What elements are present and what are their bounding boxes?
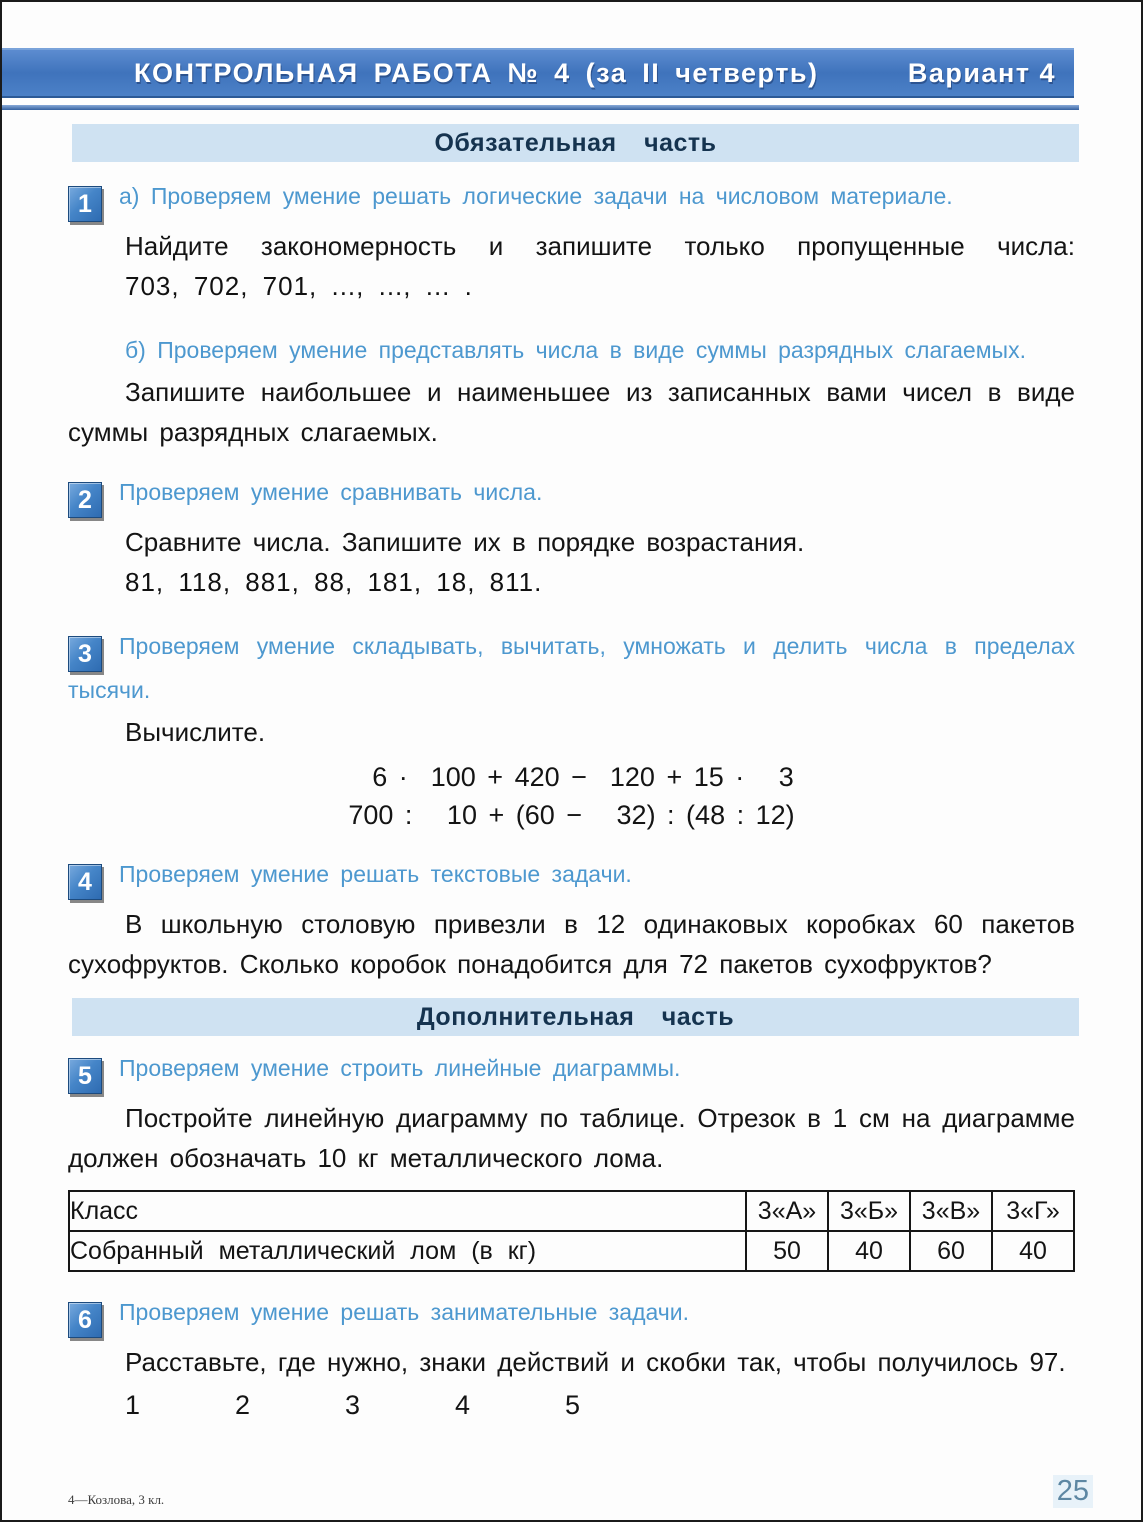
header-rule bbox=[2, 105, 1079, 110]
section-band-additional bbox=[72, 998, 1079, 1036]
header-band bbox=[2, 48, 1074, 98]
task-5 bbox=[68, 1050, 1075, 1272]
task-3-number-badge: 3 bbox=[68, 636, 102, 672]
task-4-number-badge: 4 bbox=[68, 864, 102, 900]
task-5-skill: Проверяем умение строить линейные диаграммы. bbox=[119, 1055, 681, 1081]
task-4-skill: Проверяем умение решать текстовые задачи. bbox=[119, 861, 632, 887]
table-row-label: Собранный металлический лом (в кг) bbox=[69, 1231, 746, 1271]
task-6-skill: Проверяем умение решать занимательные задачи. bbox=[119, 1299, 690, 1325]
task-6-head bbox=[68, 1294, 1075, 1338]
table-value-3a: 50 bbox=[746, 1231, 828, 1271]
table-col-3b: 3«Б» bbox=[828, 1191, 910, 1231]
task-2-numbers: 81, 118, 881, 88, 181, 18, 811. bbox=[125, 567, 543, 597]
page-footer bbox=[68, 1475, 1093, 1508]
worksheet-content bbox=[2, 178, 1141, 984]
task-2-text: Сравните числа. Запишите их в порядке возрастания. bbox=[125, 527, 805, 557]
task-5-text: Постройте линейную диаграмму по таблице. Отрезок в 1 см на диаграмме должен обозначать 10 кг металлического лома. bbox=[68, 1103, 1075, 1173]
scrap-metal-table bbox=[68, 1190, 1075, 1272]
section-title-additional: Дополнительная часть bbox=[416, 1002, 735, 1031]
table-header-row bbox=[69, 1191, 1074, 1231]
section-band-required bbox=[72, 124, 1079, 162]
task-6-digits-row bbox=[68, 1384, 1075, 1426]
imprint-note: 4—Козлова, 3 кл. bbox=[68, 1492, 165, 1507]
task-5-number-badge: 5 bbox=[68, 1058, 102, 1094]
equation-line-1: 6 · 100 + 420 − 120 + 15 · 3 bbox=[349, 762, 794, 792]
page-number: 25 bbox=[1053, 1475, 1093, 1508]
digit-5: 5 bbox=[565, 1390, 581, 1420]
task-4-text: В школьную столовую привезли в 12 одинаковых коробках 60 пакетов сухофруктов. Сколько коробок понадобится для 72 пакетов сухофруктов? bbox=[68, 909, 1075, 979]
variant-label: Вариант 4 bbox=[907, 57, 1056, 88]
equation-line-2: 700 : 10 + (60 − 32) : (48 : 12) bbox=[348, 800, 795, 830]
task-4-head bbox=[68, 856, 1075, 900]
digit-3: 3 bbox=[345, 1390, 361, 1420]
table-value-3b: 40 bbox=[828, 1231, 910, 1271]
table-col-3a: 3«А» bbox=[746, 1191, 828, 1231]
table-col-3v: 3«В» bbox=[910, 1191, 992, 1231]
table-value-3g: 40 bbox=[992, 1231, 1074, 1271]
task-2-head bbox=[68, 474, 1075, 518]
task-2-number-badge: 2 bbox=[68, 482, 102, 518]
task-2-skill: Проверяем умение сравнивать числа. bbox=[119, 479, 543, 505]
task-1 bbox=[68, 178, 1075, 452]
task-1-text-a: Найдите закономерность и запишите только пропущенные числа: bbox=[125, 231, 1075, 261]
table-corner-cell: Класс bbox=[69, 1191, 746, 1231]
task-3-equations bbox=[68, 758, 1075, 834]
digit-1: 1 bbox=[125, 1390, 141, 1420]
task-3 bbox=[68, 628, 1075, 834]
task-6-number-badge: 6 bbox=[68, 1302, 102, 1338]
task-2 bbox=[68, 474, 1075, 602]
task-1-head bbox=[68, 178, 1075, 222]
table-data-row bbox=[69, 1231, 1074, 1271]
table-col-3g: 3«Г» bbox=[992, 1191, 1074, 1231]
task-5-head bbox=[68, 1050, 1075, 1094]
task-3-text: Вычислите. bbox=[125, 717, 266, 747]
section-title-required: Обязательная часть bbox=[434, 128, 717, 157]
task-1-text-b: Запишите наибольшее и наименьшее из записанных вами чисел в виде суммы разрядных слагаемых. bbox=[68, 377, 1075, 447]
worksheet-content-additional bbox=[2, 1050, 1141, 1426]
page-title: КОНТРОЛЬНАЯ РАБОТА № 4 (за II четверть) bbox=[134, 57, 819, 88]
task-3-skill: Проверяем умение складывать, вычитать, умножать и делить числа в пределах тысячи. bbox=[68, 633, 1075, 703]
task-1-sequence: 703, 702, 701, ..., ..., ... . bbox=[125, 271, 473, 301]
task-4 bbox=[68, 856, 1075, 984]
task-6 bbox=[68, 1294, 1075, 1426]
task-1-skill-b: б) Проверяем умение представлять числа в виде суммы разрядных слагаемых. bbox=[125, 337, 1026, 363]
task-3-head bbox=[68, 628, 1075, 708]
table-value-3v: 60 bbox=[910, 1231, 992, 1271]
digit-2: 2 bbox=[235, 1390, 251, 1420]
task-6-text: Расставьте, где нужно, знаки действий и скобки так, чтобы получилось 97. bbox=[125, 1347, 1066, 1377]
task-1-skill-a: а) Проверяем умение решать логические задачи на числовом материале. bbox=[119, 183, 953, 209]
digit-4: 4 bbox=[455, 1390, 471, 1420]
task-1-number-badge: 1 bbox=[68, 186, 102, 222]
